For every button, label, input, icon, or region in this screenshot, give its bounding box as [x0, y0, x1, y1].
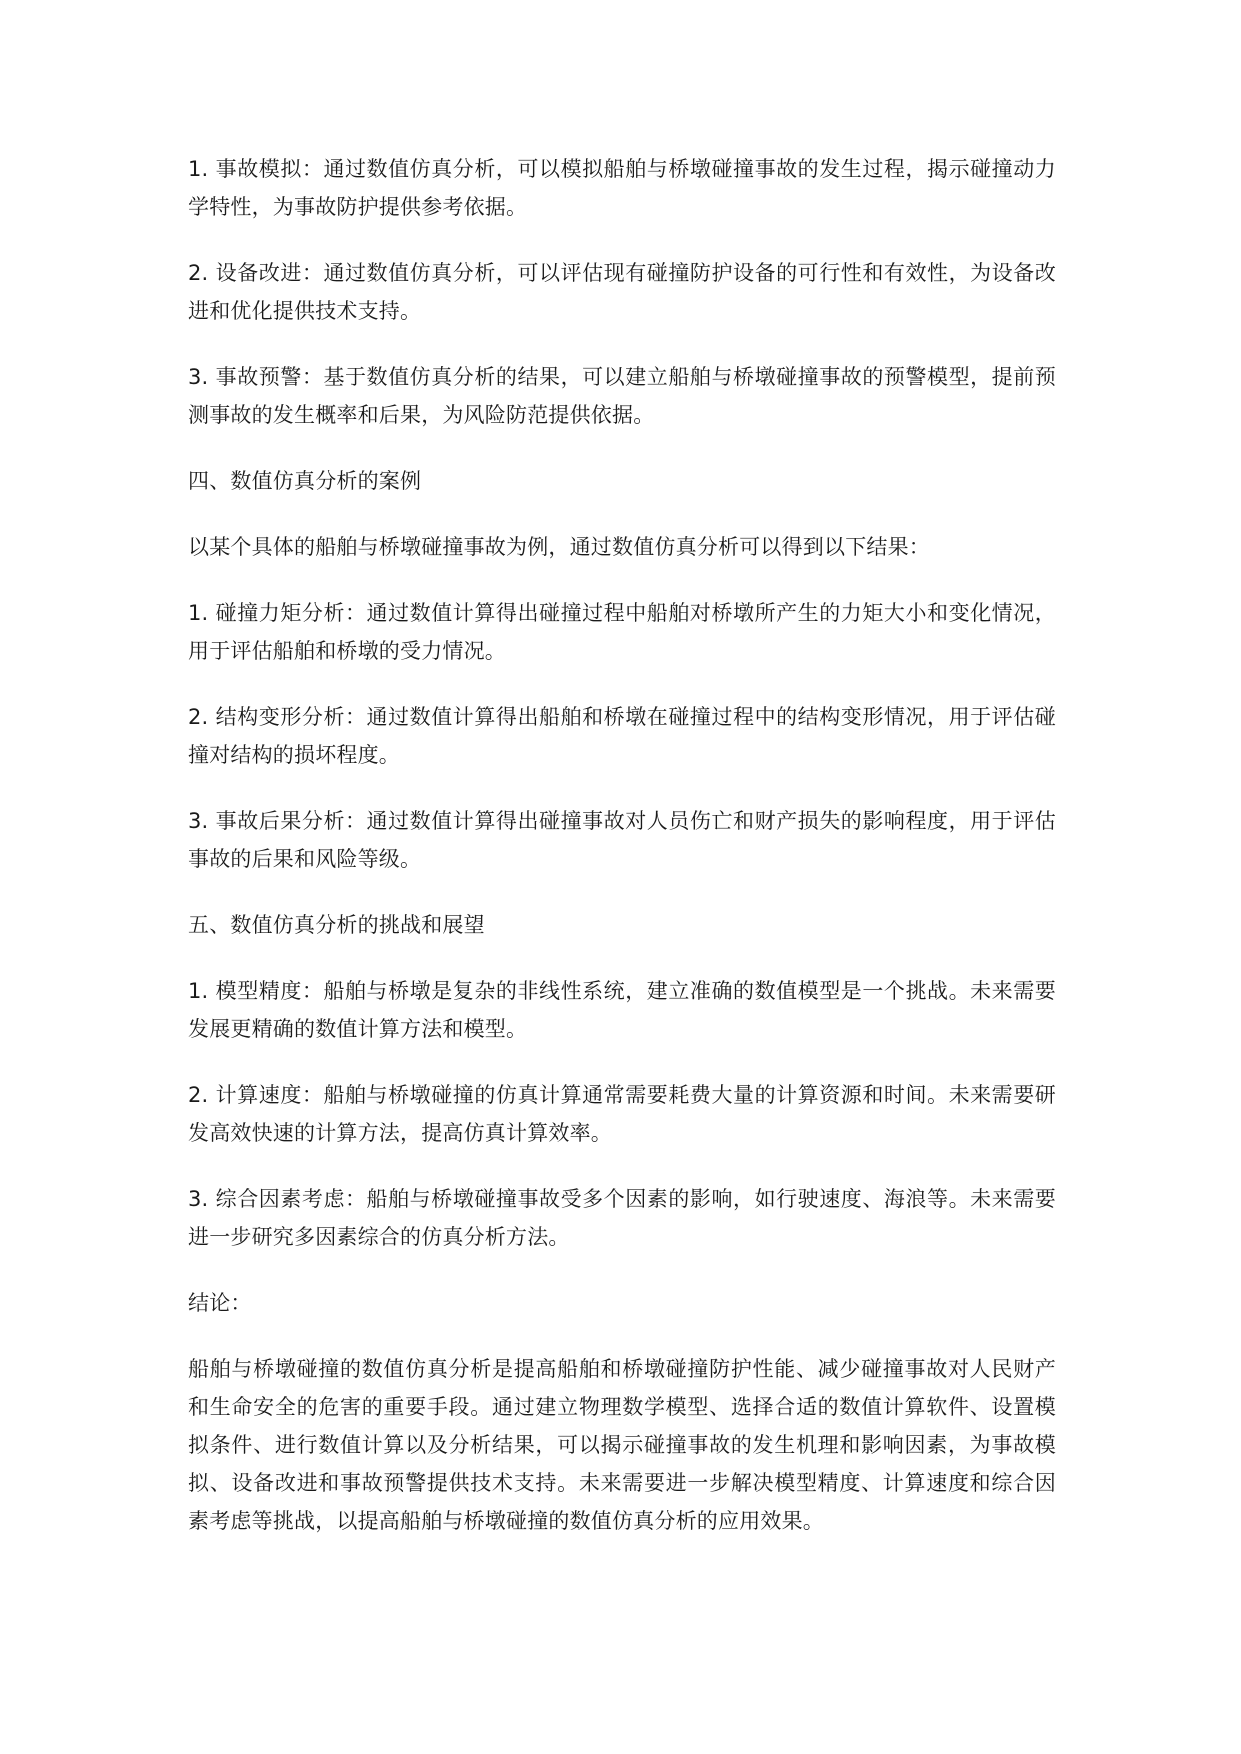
list-item-accident-warning: 3. 事故预警：基于数值仿真分析的结果，可以建立船舶与桥墩碰撞事故的预警模型，提前预测事故的发生概率和后果，为风险防范提供依据。: [188, 365, 1056, 427]
section-heading-conclusion: 结论：: [188, 1291, 252, 1315]
list-item-accident-simulation: 1. 事故模拟：通过数值仿真分析，可以模拟船舶与桥墩碰撞事故的发生过程，揭示碰撞动力学特性，为事故防护提供参考依据。: [188, 157, 1056, 219]
case-intro-paragraph: 以某个具体的船舶与桥墩碰撞事故为例，通过数值仿真分析可以得到以下结果：: [188, 535, 930, 559]
list-item-equipment-improvement: 2. 设备改进：通过数值仿真分析，可以评估现有碰撞防护设备的可行性和有效性，为设备改进和优化提供技术支持。: [188, 261, 1056, 323]
list-item-moment-analysis: 1. 碰撞力矩分析：通过数值计算得出碰撞过程中船舶对桥墩所产生的力矩大小和变化情况，用于评估船舶和桥墩的受力情况。: [188, 601, 1056, 663]
list-item-combined-factors: 3. 综合因素考虑：船舶与桥墩碰撞事故受多个因素的影响，如行驶速度、海浪等。未来需要进一步研究多因素综合的仿真分析方法。: [188, 1187, 1056, 1249]
document-body: [188, 150, 1056, 1568]
section-heading-challenges: 五、数值仿真分析的挑战和展望: [188, 913, 485, 937]
section-heading-cases: 四、数值仿真分析的案例: [188, 469, 422, 493]
list-item-model-accuracy: 1. 模型精度：船舶与桥墩是复杂的非线性系统，建立准确的数值模型是一个挑战。未来需要发展更精确的数值计算方法和模型。: [188, 979, 1056, 1041]
list-item-deformation-analysis: 2. 结构变形分析：通过数值计算得出船舶和桥墩在碰撞过程中的结构变形情况，用于评估碰撞对结构的损坏程度。: [188, 705, 1056, 767]
conclusion-paragraph: 船舶与桥墩碰撞的数值仿真分析是提高船舶和桥墩碰撞防护性能、减少碰撞事故对人民财产和生命安全的危害的重要手段。通过建立物理数学模型、选择合适的数值计算软件、设置模拟条件、进行数值计算以及分析结果，可以揭示碰撞事故的发生机理和影响因素，为事故模拟、设备改进和事故预警提供技术支持。未来需要进一步解决模型精度、计算速度和综合因素考虑等挑战，以提高船舶与桥墩碰撞的数值仿真分析的应用效果。: [188, 1357, 1056, 1533]
list-item-consequence-analysis: 3. 事故后果分析：通过数值计算得出碰撞事故对人员伤亡和财产损失的影响程度，用于评估事故的后果和风险等级。: [188, 809, 1056, 871]
list-item-computation-speed: 2. 计算速度：船舶与桥墩碰撞的仿真计算通常需要耗费大量的计算资源和时间。未来需要研发高效快速的计算方法，提高仿真计算效率。: [188, 1083, 1056, 1145]
